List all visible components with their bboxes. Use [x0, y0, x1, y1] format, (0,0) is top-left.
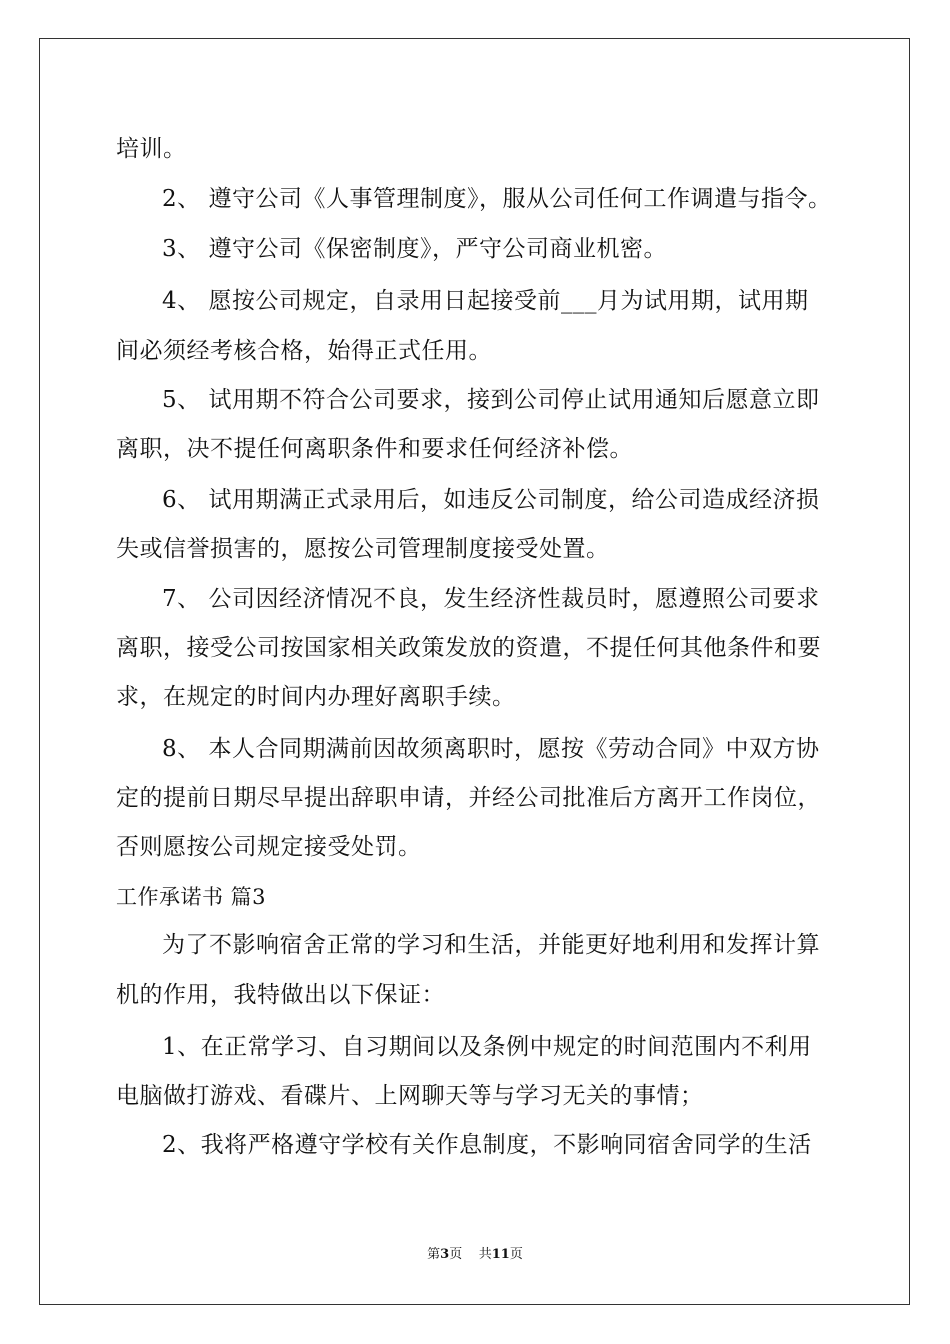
- list-item-8: 8、 本人合同期满前因故须离职时，愿按《劳动合同》中双方协: [162, 736, 820, 762]
- page-footer: [0, 1246, 950, 1264]
- text-line: 定的提前日期尽早提出辞职申请，并经公司批准后方离开工作岗位，: [116, 785, 821, 811]
- list-item-2: 2、我将严格遵守学校有关作息制度，不影响同宿舍同学的生活: [162, 1132, 812, 1158]
- page-label-prefix: 第: [427, 1247, 441, 1262]
- list-item-7: 7、 公司因经济情况不良，发生经济性裁员时，愿遵照公司要求: [162, 586, 820, 612]
- list-item-6: 6、 试用期满正式录用后，如违反公司制度，给公司造成经济损: [162, 487, 820, 513]
- list-item-2: 2、 遵守公司《人事管理制度》，服从公司任何工作调遣与指令。: [162, 186, 832, 212]
- list-item-5: 5、 试用期不符合公司要求，接到公司停止试用通知后愿意立即: [162, 387, 820, 413]
- page-border: [39, 38, 910, 1305]
- text-line: 失或信誉损害的，愿按公司管理制度接受处置。: [116, 536, 610, 562]
- text-line: 否则愿按公司规定接受处罚。: [116, 834, 422, 860]
- text-line: 电脑做打游戏、看碟片、上网聊天等与学习无关的事情；: [116, 1083, 704, 1109]
- list-item-1: 1、在正常学习、自习期间以及条例中规定的时间范围内不利用: [162, 1034, 812, 1060]
- text-line: 求，在规定的时间内办理好离职手续。: [116, 684, 516, 710]
- section-heading: 工作承诺书 篇3: [116, 885, 267, 909]
- list-item-4: 4、 愿按公司规定，自录用日起接受前___月为试用期，试用期: [162, 288, 809, 314]
- list-item-3: 3、 遵守公司《保密制度》，严守公司商业机密。: [162, 236, 667, 262]
- text-line: 培训。: [116, 136, 187, 162]
- text-line: 间必须经考核合格，始得正式任用。: [116, 338, 492, 364]
- text-line: 离职，接受公司按国家相关政策发放的资遣，不提任何其他条件和要: [116, 635, 821, 661]
- text-line: 机的作用，我特做出以下保证：: [116, 982, 445, 1008]
- page-label-suffix: 页: [449, 1247, 463, 1262]
- total-label-prefix: 共: [478, 1247, 492, 1262]
- total-label-suffix: 页: [509, 1247, 523, 1262]
- total-pages: 11: [491, 1247, 510, 1262]
- text-line: 为了不影响宿舍正常的学习和生活，并能更好地利用和发挥计算: [162, 932, 820, 958]
- text-line: 离职，决不提任何离职条件和要求任何经济补偿。: [116, 436, 633, 462]
- page-number: 3: [440, 1247, 450, 1262]
